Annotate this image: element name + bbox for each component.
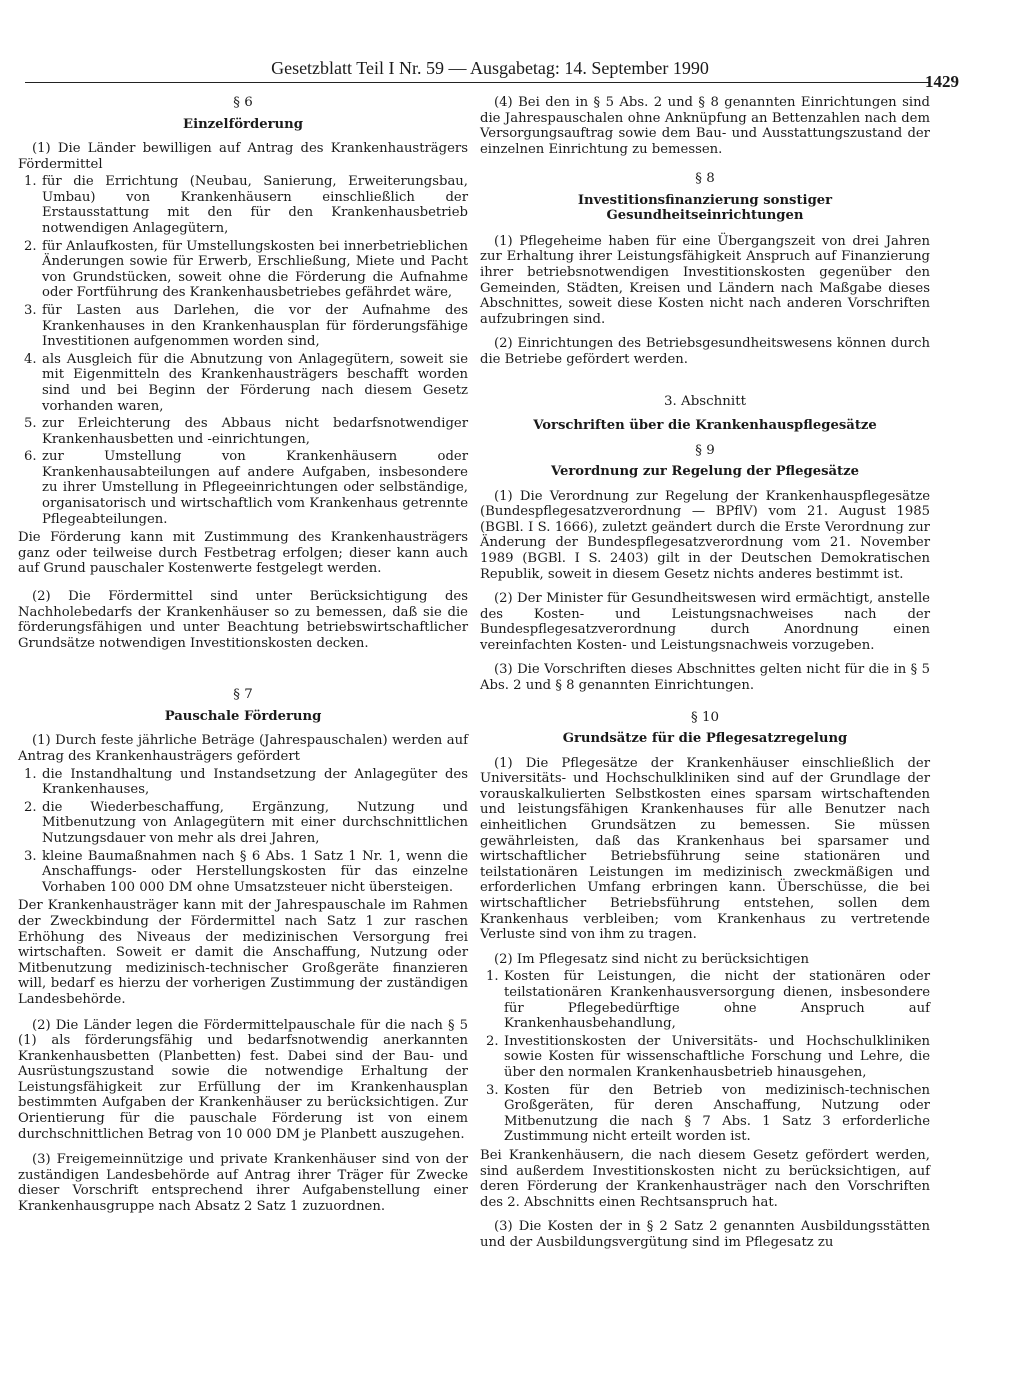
- paragraph: Bei Krankenhäusern, die nach diesem Gesetz gefördert werden, sind außerdem Investitionskosten nicht zu berücksichtigen, auf deren Förderung der Krankenhausträger nach den Vorschriften des 2. Abschnitts einen Rechtsanspruch hat.: [480, 1147, 930, 1210]
- item-number: 1.: [24, 766, 37, 782]
- paragraph: (3) Die Kosten der in § 2 Satz 2 genannten Ausbildungsstätten und der Ausbildungsvergütung sind im Pflegesatz zu: [480, 1219, 930, 1250]
- item-text: für die Errichtung (Neubau, Sanierung, Erweiterungsbau, Umbau) von Krankenhäusern einschließlich der Erstausstattung mit den für den Krankenhausbetrieb notwendigen Anlagegütern,: [42, 174, 468, 236]
- list-item: [18, 352, 468, 414]
- item-list: [18, 174, 468, 527]
- list-item: [480, 969, 930, 1031]
- item-number: 1.: [24, 174, 37, 190]
- list-item: [18, 416, 468, 447]
- item-number: 1.: [486, 969, 499, 985]
- paragraph: (2) Die Fördermittel sind unter Berücksichtigung des Nachholebedarfs der Krankenhäuser so zu bemessen, daß sie die förderungsfähigen und unter Beachtung betriebswirtschaftlicher Grundsätze notwendigen Investitionskosten decken.: [18, 589, 468, 651]
- item-text: Kosten für Leistungen, die nicht der stationären oder teilstationären Krankenhausversorgung dienen, insbesondere für Pflegebedürftige ohne Anspruch auf Krankenhausbehandlung,: [504, 969, 930, 1032]
- section-6: [18, 95, 468, 651]
- chapter-title: Vorschriften über die Krankenhauspflegesätze: [533, 418, 877, 434]
- list-item: [18, 800, 468, 847]
- paragraph: Der Krankenhausträger kann mit der Jahrespauschale im Rahmen der Zweckbindung der Fördermittel nach Satz 1 zur raschen Erhöhung des Niveaus der medizinischen Versorgung frei wirtschaften. Soweit er damit die Anschaffung, Nutzung oder Mitbenutzung medizinisch-technischer Großgeräte finanzieren will, bedarf es hierzu der vorherigen Zustimmung der zuständigen Landesbehörde.: [18, 898, 468, 1007]
- item-text: zur Umstellung von Krankenhäusern oder Krankenhausabteilungen auf andere Aufgaben, insbesondere zu ihrer Umstellung in Pflegeeinrichtungen oder selbständige, organisatorisch und wirtschaftlich vom Krankenhaus getrennte Pflegeabteilungen.: [42, 449, 468, 527]
- item-text: als Ausgleich für die Abnutzung von Anlagegütern, soweit sie mit Eigenmitteln des Krankenhausträgers beschafft worden sind und bei Beginn der Förderung nach diesem Gesetz vorhanden waren,: [42, 351, 468, 414]
- section-9: [480, 443, 930, 694]
- section-title: Pauschale Förderung: [164, 709, 322, 724]
- section-title: Verordnung zur Regelung der Pflegesätze: [550, 464, 860, 480]
- right-column: [480, 95, 930, 1256]
- paragraph: (1) Die Verordnung zur Regelung der Krankenhauspflegesätze (Bundespflegesatzverordnung — BPflV) vom 21. August 1985 (BGBl. I S. 1666), zuletzt geändert durch die Erste Verordnung zur Änderung der Bundespflegesatzverordnung vom 21. November 1989 (BGBl. I S. 2403) gilt in der Deutschen Demokratischen Republik, soweit in diesem Gesetz nichts anderes bestimmt ist.: [480, 488, 930, 582]
- section-title-line: Gesundheitseinrichtungen: [606, 208, 804, 224]
- list-item: [18, 174, 468, 236]
- page-number: 1429: [925, 72, 959, 91]
- section-heading: § 10: [691, 709, 719, 725]
- item-number: 5.: [24, 416, 37, 432]
- header-title: Gesetzblatt Teil I Nr. 59 — Ausgabetag: 14. September 1990: [271, 58, 709, 78]
- item-text: für Lasten aus Darlehen, die vor der Aufnahme des Krankenhauses in den Krankenhausplan für förderungsfähige Investitionen aufgenommen worden sind,: [42, 302, 468, 350]
- section-title-line: Investitionsfinanzierung sonstiger: [577, 192, 833, 208]
- paragraph: (2) Einrichtungen des Betriebsgesundheitswesens können durch die Betriebe gefördert werden.: [480, 336, 930, 367]
- section-heading: § 6: [233, 95, 253, 110]
- page-header: [25, 58, 959, 91]
- paragraph: (2) Die Länder legen die Fördermittelpauschale für die nach § 5 (1) als förderungsfähig und bedarfsnotwendig anerkannten Krankenhausbetten (Planbetten) fest. Dabei sind der Bau- und Ausrüstungszustand sowie die notwendige Erhaltung der Leistungsfähigkeit zur Erfüllung der im Krankenhausplan bestimmten Aufgaben der Krankenhäuser zu berücksichtigen. Zur Orientierung für die pauschale Förderung ist von einem durchschnittlichen Betrag von 10 000 DM je Planbett auszugehen.: [18, 1017, 468, 1142]
- section-heading: § 8: [695, 171, 715, 187]
- section-7: [18, 687, 468, 1214]
- list-item: [480, 1034, 930, 1081]
- chapter-number: 3. Abschnitt: [664, 393, 746, 409]
- section-title: Grundsätze für die Pflegesatzregelung: [562, 731, 848, 747]
- paragraph: (2) Im Pflegesatz sind nicht zu berücksichtigen: [494, 951, 809, 967]
- list-item: [480, 1083, 930, 1145]
- item-text: die Instandhaltung und Instandsetzung der Anlagegüter des Krankenhauses,: [42, 766, 468, 798]
- section-8: [480, 171, 930, 367]
- paragraph: (1) Pflegeheime haben für eine Übergangszeit von drei Jahren zur Erhaltung ihrer Leistungsfähigkeit Anspruch auf Finanzierung ihrer betriebsnotwendigen Investitionskosten gegenüber den Gemeinden, Städten, Kreisen und Ländern nach Maßgabe dieses Abschnittes, soweit diese Kosten nicht nach anderen Vorschriften aufzubringen sind.: [480, 233, 930, 327]
- paragraph: (4) Bei den in § 5 Abs. 2 und § 8 genannten Einrichtungen sind die Jahrespauschalen ohne Anknüpfung an Bettenzahlen nach dem Versorgungsauftrag sowie dem Bau- und Ausstattungszustand der einzelnen Einrichtung zu bemessen.: [480, 95, 930, 157]
- paragraph: (3) Die Vorschriften dieses Abschnittes gelten nicht für die in § 5 Abs. 2 und § 8 genannten Einrichtungen.: [480, 662, 930, 694]
- item-text: kleine Baumaßnahmen nach § 6 Abs. 1 Satz 1 Nr. 1, wenn die Anschaffungs- oder Herstellungskosten für das einzelne Vorhaben 100 000 DM ohne Umsatzsteuer nicht übersteigen.: [42, 848, 468, 895]
- item-text: für Anlaufkosten, für Umstellungskosten bei innerbetrieblichen Änderungen sowie für Erwerb, Erschließung, Miete und Pacht von Grundstücken, soweit ohne die Förderung die Aufnahme oder Fortführung des Krankenhausbetriebes gefährdet wäre,: [42, 238, 468, 301]
- paragraph: (1) Die Pflegesätze der Krankenhäuser einschließlich der Universitäts- und Hochschulkliniken sind auf der Grundlage der vorauskalkulierten Selbstkosten eines sparsam wirtschaftenden und leistungsfähigen Krankenhauses für alle Benutzer nach einheitlichen Grundsätzen zu bemessen. Sie müssen gewährleisten, daß das Krankenhaus bei sparsamer und wirtschaftlicher Betriebsführung seine stationären und teilstationären Leistungen im medizinisch zweckmäßigen und erforderlichen Umfang erbringen kann. Überschüsse, die bei wirtschaftlicher Betriebsführung entstehen, sollen dem Krankenhaus verbleiben; vom Krankenhaus zu vertretende Verluste sind von ihm zu tragen.: [480, 755, 930, 943]
- section-title: [480, 193, 930, 224]
- item-text: die Wiederbeschaffung, Ergänzung, Nutzung und Mitbenutzung von Anlagegütern mit einer durchschnittlichen Nutzungsdauer von mehr als drei Jahren,: [42, 799, 468, 846]
- item-number: 6.: [24, 449, 37, 465]
- paragraph: (1) Durch feste jährliche Beträge (Jahrespauschalen) werden auf Antrag des Krankenhausträgers gefördert: [18, 733, 468, 764]
- section-title: Einzelförderung: [183, 116, 303, 132]
- paragraph: Die Förderung kann mit Zustimmung des Krankenhausträgers ganz oder teilweise durch Festbetrag erfolgen; dieser kann auch auf Grund pauschaler Kostenwerte festgelegt werden.: [18, 530, 468, 577]
- paragraph: (3) Freigemeinnützige und private Krankenhäuser sind von der zuständigen Landesbehörde auf Antrag ihrer Träger für Zwecke dieser Vorschrift entsprechend ihrer Aufgabenstellung einer Krankenhausgruppe nach Absatz 2 Satz 1 zuzuordnen.: [18, 1152, 468, 1215]
- item-number: 3.: [486, 1082, 499, 1098]
- list-item: [18, 239, 468, 301]
- item-list: [480, 969, 930, 1145]
- section-heading: § 7: [233, 687, 253, 703]
- section-10: [480, 710, 930, 1251]
- list-item: [18, 767, 468, 798]
- item-text: zur Erleichterung des Abbaus nicht bedarfsnotwendiger Krankenhausbetten und -einrichtungen,: [42, 416, 468, 447]
- list-item: [18, 849, 468, 896]
- item-number: 2.: [24, 799, 37, 815]
- item-number: 2.: [486, 1033, 499, 1049]
- item-number: 3.: [24, 302, 37, 318]
- item-list: [18, 767, 468, 896]
- item-number: 3.: [24, 848, 37, 864]
- chapter-3: [480, 394, 930, 434]
- item-number: 2.: [24, 238, 37, 254]
- section-heading: § 9: [695, 442, 715, 458]
- list-item: [18, 303, 468, 350]
- item-text: Investitionskosten der Universitäts- und Hochschulkliniken sowie Kosten für wissenschaftliche Forschung und Lehre, die über den normalen Krankenhausbetrieb hinausgehen,: [504, 1033, 930, 1080]
- left-column: [18, 95, 468, 1221]
- item-text: Kosten für den Betrieb von medizinisch-technischen Großgeräten, für deren Anschaffung, Nutzung oder Mitbenutzung die nach § 7 Abs. 1 Satz 3 erforderliche Zustimmung nicht erteilt worden ist.: [504, 1082, 930, 1145]
- list-item: [18, 449, 468, 527]
- paragraph: (2) Der Minister für Gesundheitswesen wird ermächtigt, anstelle des Kosten- und Leistungsnachweises nach der Bundespflegesatzverordnung durch Anordnung einen vereinfachten Kosten- und Leistungsnachweis vorzugeben.: [480, 591, 930, 653]
- item-number: 4.: [24, 351, 37, 367]
- paragraph: (1) Die Länder bewilligen auf Antrag des Krankenhausträgers Fördermittel: [18, 141, 468, 172]
